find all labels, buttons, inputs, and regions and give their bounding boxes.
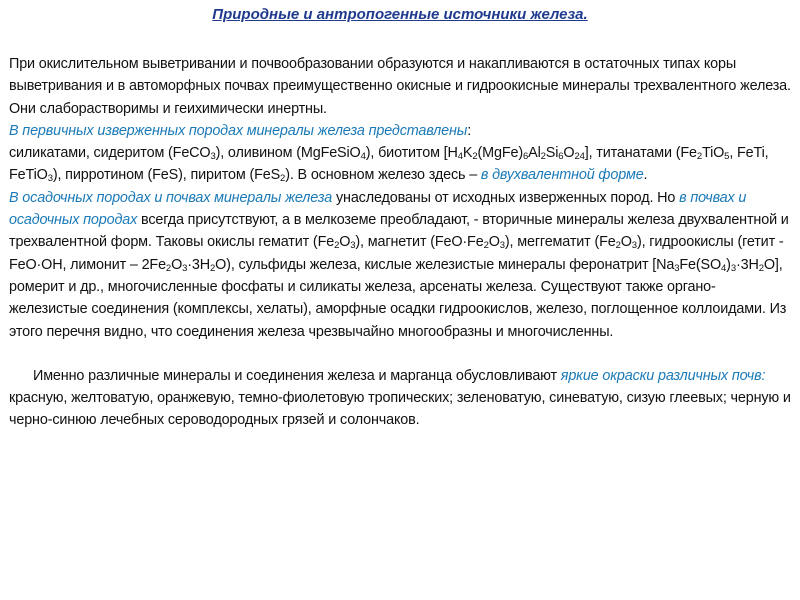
paragraph-colors: Именно различные минералы и соединения железа и марганца обусловливают яркие окраски различных почв: красную, желтоватую, оранжевую, темно-фиолетовую тропических; зеленоватую, синеватую, сизую глеевых; черную и черно-синюю лечебных сероводородных грязей и солончаков.	[9, 367, 791, 429]
highlight-divalent-form: в двухвалентной форме	[480, 167, 644, 184]
page-title: Природные и антропогенные источники железа.	[212, 6, 588, 23]
highlight-sedimentary: В осадочных породах и почвах минералы железа	[9, 189, 333, 206]
highlight-soils: в почвах и осадочных породах	[9, 189, 747, 229]
paragraph-weathering: При окислительном выветривании и почвообразовании образуются и накапливаются в остаточных типах коры выветривания и в автоморфных почвах преимущественно окисные и гидроокисные минералы трехвалентного железа. Они слаборастворимы и геихимически инертны.	[9, 56, 791, 117]
highlight-soil-colors: яркие окраски различных почв:	[560, 367, 766, 384]
paragraph-sedimentary: В осадочных породах и почвах минералы железа унаследованы от исходных изверженных пород. Но в почвах и осадочных породах всегда присутствуют, а в мелкоземе преобладают, - вторичные минералы железа двухвалентной и трехвалентной форм. Таковы окислы гематит $(Fe_2O_3)$, магнетит $(FeO\cdot Fe_2O_3)$, меггематит $(Fe_2O_3)$, гидроокислы (гетит - FeO·OH, лимонит – $2Fe_2O_3\cdot 3H_2O$), сульфиды железа, кислые железистые минералы феронатрит $[Na_3Fe(SO_4)_3\cdot 3H_2O]$, ромерит и др., многочисленные фосфаты и силикаты железа, арсенаты железа. Существуют также органо-железистые соединения (комплексы, хелаты), аморфные осадки гидроокислов, железо, поглощенное коллоидами. Из этого перечня видно, что соединения железа чрезвычайно многообразны и многочисленны.	[9, 189, 789, 340]
highlight-primary-rocks: В первичных изверженных породах минералы железа представлены	[9, 122, 468, 139]
paragraph-primary-rocks: В первичных изверженных породах минералы железа представлены: силикатами, сидеритом (FeCO$_3$), оливином (MgFeSiO$_4$), биотитом $[H_4K_2(MgFe)_6Al_2Si_6O_{24}]$, титанатами ($Fe_2TiO_5$, FeTi, FeTiO$_3$), пирротином (FeS), пиритом (FeS$_2$). В основном железо здесь – в двухвалентной форме.	[9, 122, 769, 185]
text-body	[9, 53, 794, 432]
paragraph-gap	[9, 343, 794, 365]
